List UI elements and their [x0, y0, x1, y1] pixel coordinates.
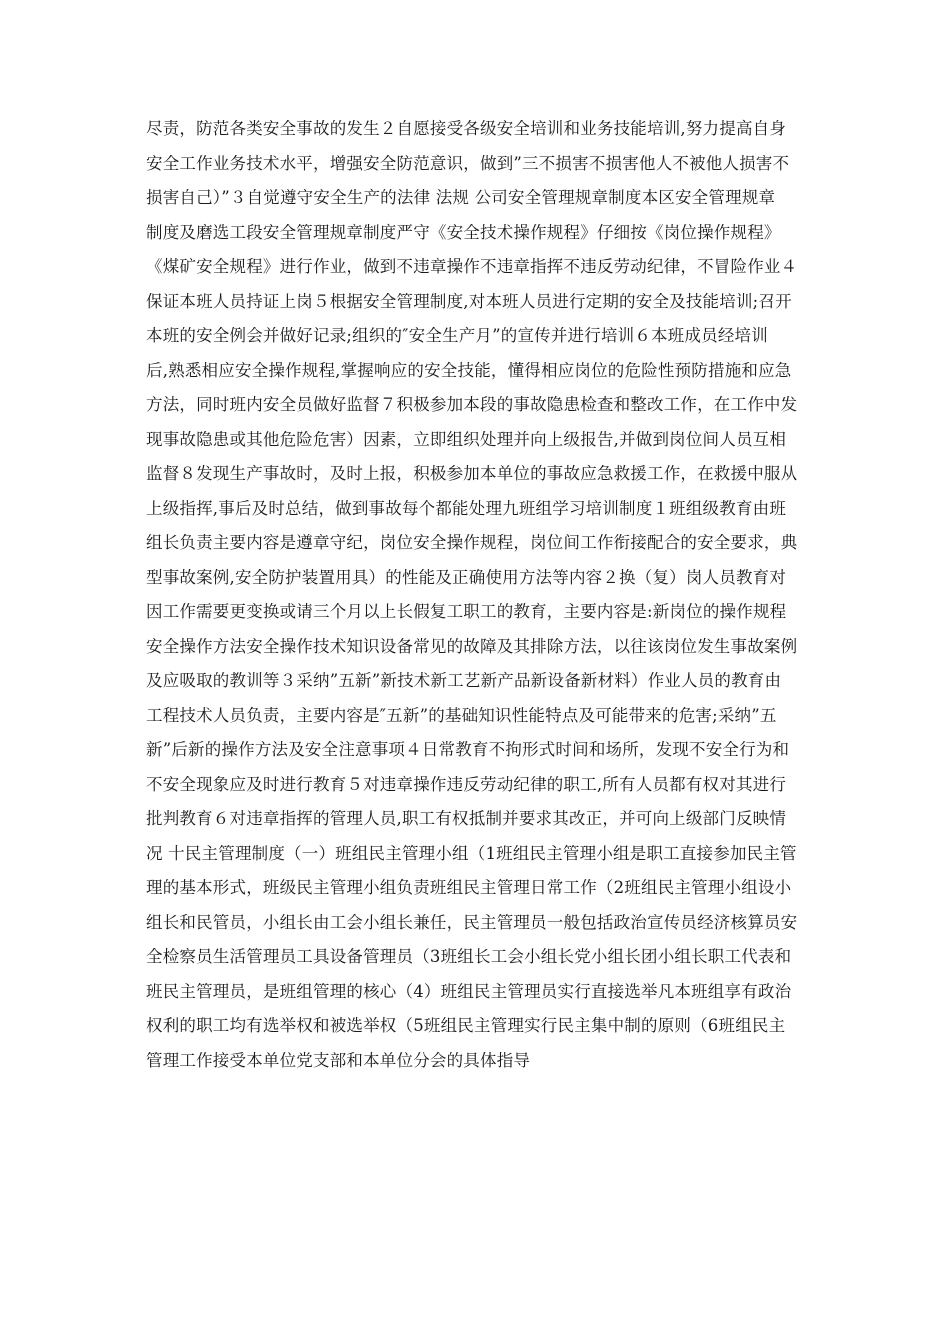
- text-line: 况 十民主管理制度（一）班组民主管理小组（1班组民主管理小组是职工直接参加民主管: [146, 843, 797, 863]
- text-line: 组长和民管员，小组长由工会小组长兼任，民主管理员一般包括政治宣传员经济核算员安: [146, 912, 798, 932]
- text-line: 管理工作接受本单位党支部和本单位分会的具体指导: [146, 1050, 531, 1070]
- text-line: 批判教育６对违章指挥的管理人员,职工有权抵制并要求其改正，并可向上级部门反映情: [146, 809, 787, 828]
- text-line: 不安全现象应及时进行教育５对违章操作违反劳动纪律的职工,所有人员都有权对其进行: [146, 774, 787, 794]
- text-line: 方法，同时班内安全员做好监督７积极参加本段的事故隐患检查和整改工作，在工作中发: [146, 395, 798, 414]
- text-line: 尽责，防范各类安全事故的发生２自愿接受各级安全培训和业务技能培训,努力提高自身: [146, 119, 787, 138]
- text-line: 现事故隐患或其他危险危害）因素，立即组织处理并向上级报告,并做到岗位间人员互相: [146, 429, 787, 449]
- text-line: 工程技术人员负责，主要内容是″五新”的基础知识性能特点及可能带来的危害;采纳”五: [146, 705, 777, 725]
- text-line: 后,熟悉相应安全操作规程,掌握响应的安全技能，懂得相应岗位的危险性预防措施和应急: [146, 360, 792, 380]
- text-line: 新”后新的操作方法及安全注意事项４日常教育不拘形式时间和场所，发现不安全行为和: [146, 740, 790, 759]
- text-line: 因工作需要更变换或请三个月以上长假复工职工的教育，主要内容是:新岗位的操作规程: [146, 602, 787, 621]
- text-line: 监督８发现生产事故时，及时上报，积极参加本单位的事故应急救援工作，在救援中服从: [146, 464, 798, 483]
- text-line: 安全操作方法安全操作技术知识设备常见的故障及其排除方法，以往该岗位发生事故案例: [146, 636, 798, 656]
- text-line: 全检察员生活管理员工具设备管理员（3班组长工会小组长党小组长团小组长职工代表和: [146, 947, 792, 966]
- text-line: 保证本班人员持证上岗５根据安全管理制度,对本班人员进行定期的安全及技能培训;召开: [146, 291, 792, 311]
- text-line: 制度及磨选工段安全管理规章制度严守《安全技术操作规程》仔细按《岗位操作规程》: [146, 222, 781, 242]
- text-line: 组长负责主要内容是遵章守纪，岗位安全操作规程，岗位间工作衔接配合的安全要求，典: [146, 533, 798, 552]
- text-line: 及应吸取的教训等３采纳”五新”新技术新工艺新产品新设备新材料）作业人员的教育由: [146, 671, 782, 690]
- text-line: 本班的安全例会并做好记录;组织的″安全生产月”的宣传并进行培训６本班成员经培训: [146, 326, 768, 345]
- text-line: 《煤矿安全规程》进行作业，做到不违章操作不违章指挥不违反劳动纪律，不冒险作业４: [146, 257, 798, 276]
- text-line: 损害自己）”３自觉遵守安全生产的法律 法规 公司安全管理规章制度本区安全管理规章: [146, 188, 776, 207]
- body-text: [146, 112, 826, 1078]
- text-line: 权利的职工均有选举权和被选举权（5班组民主管理实行民主集中制的原则（6班组民主: [146, 1016, 786, 1035]
- text-line: 安全工作业务技术水平，增强安全防范意识，做到”三不损害不损害他人不被他人损害不: [146, 153, 790, 173]
- text-line: 理的基本形式，班级民主管理小组负责班组民主管理日常工作（2班组民主管理小组设小: [146, 878, 792, 897]
- text-line: 上级指挥,事后及时总结，做到事故每个都能处理九班组学习培训制度１班组级教育由班: [146, 498, 787, 518]
- text-line: 班民主管理员，是班组管理的核心（4）班组民主管理员实行直接选举凡本班组享有政治: [146, 981, 792, 1001]
- text-line: 型事故案例,安全防护装置用具）的性能及正确使用方法等内容２换（复）岗人员教育对: [146, 567, 787, 587]
